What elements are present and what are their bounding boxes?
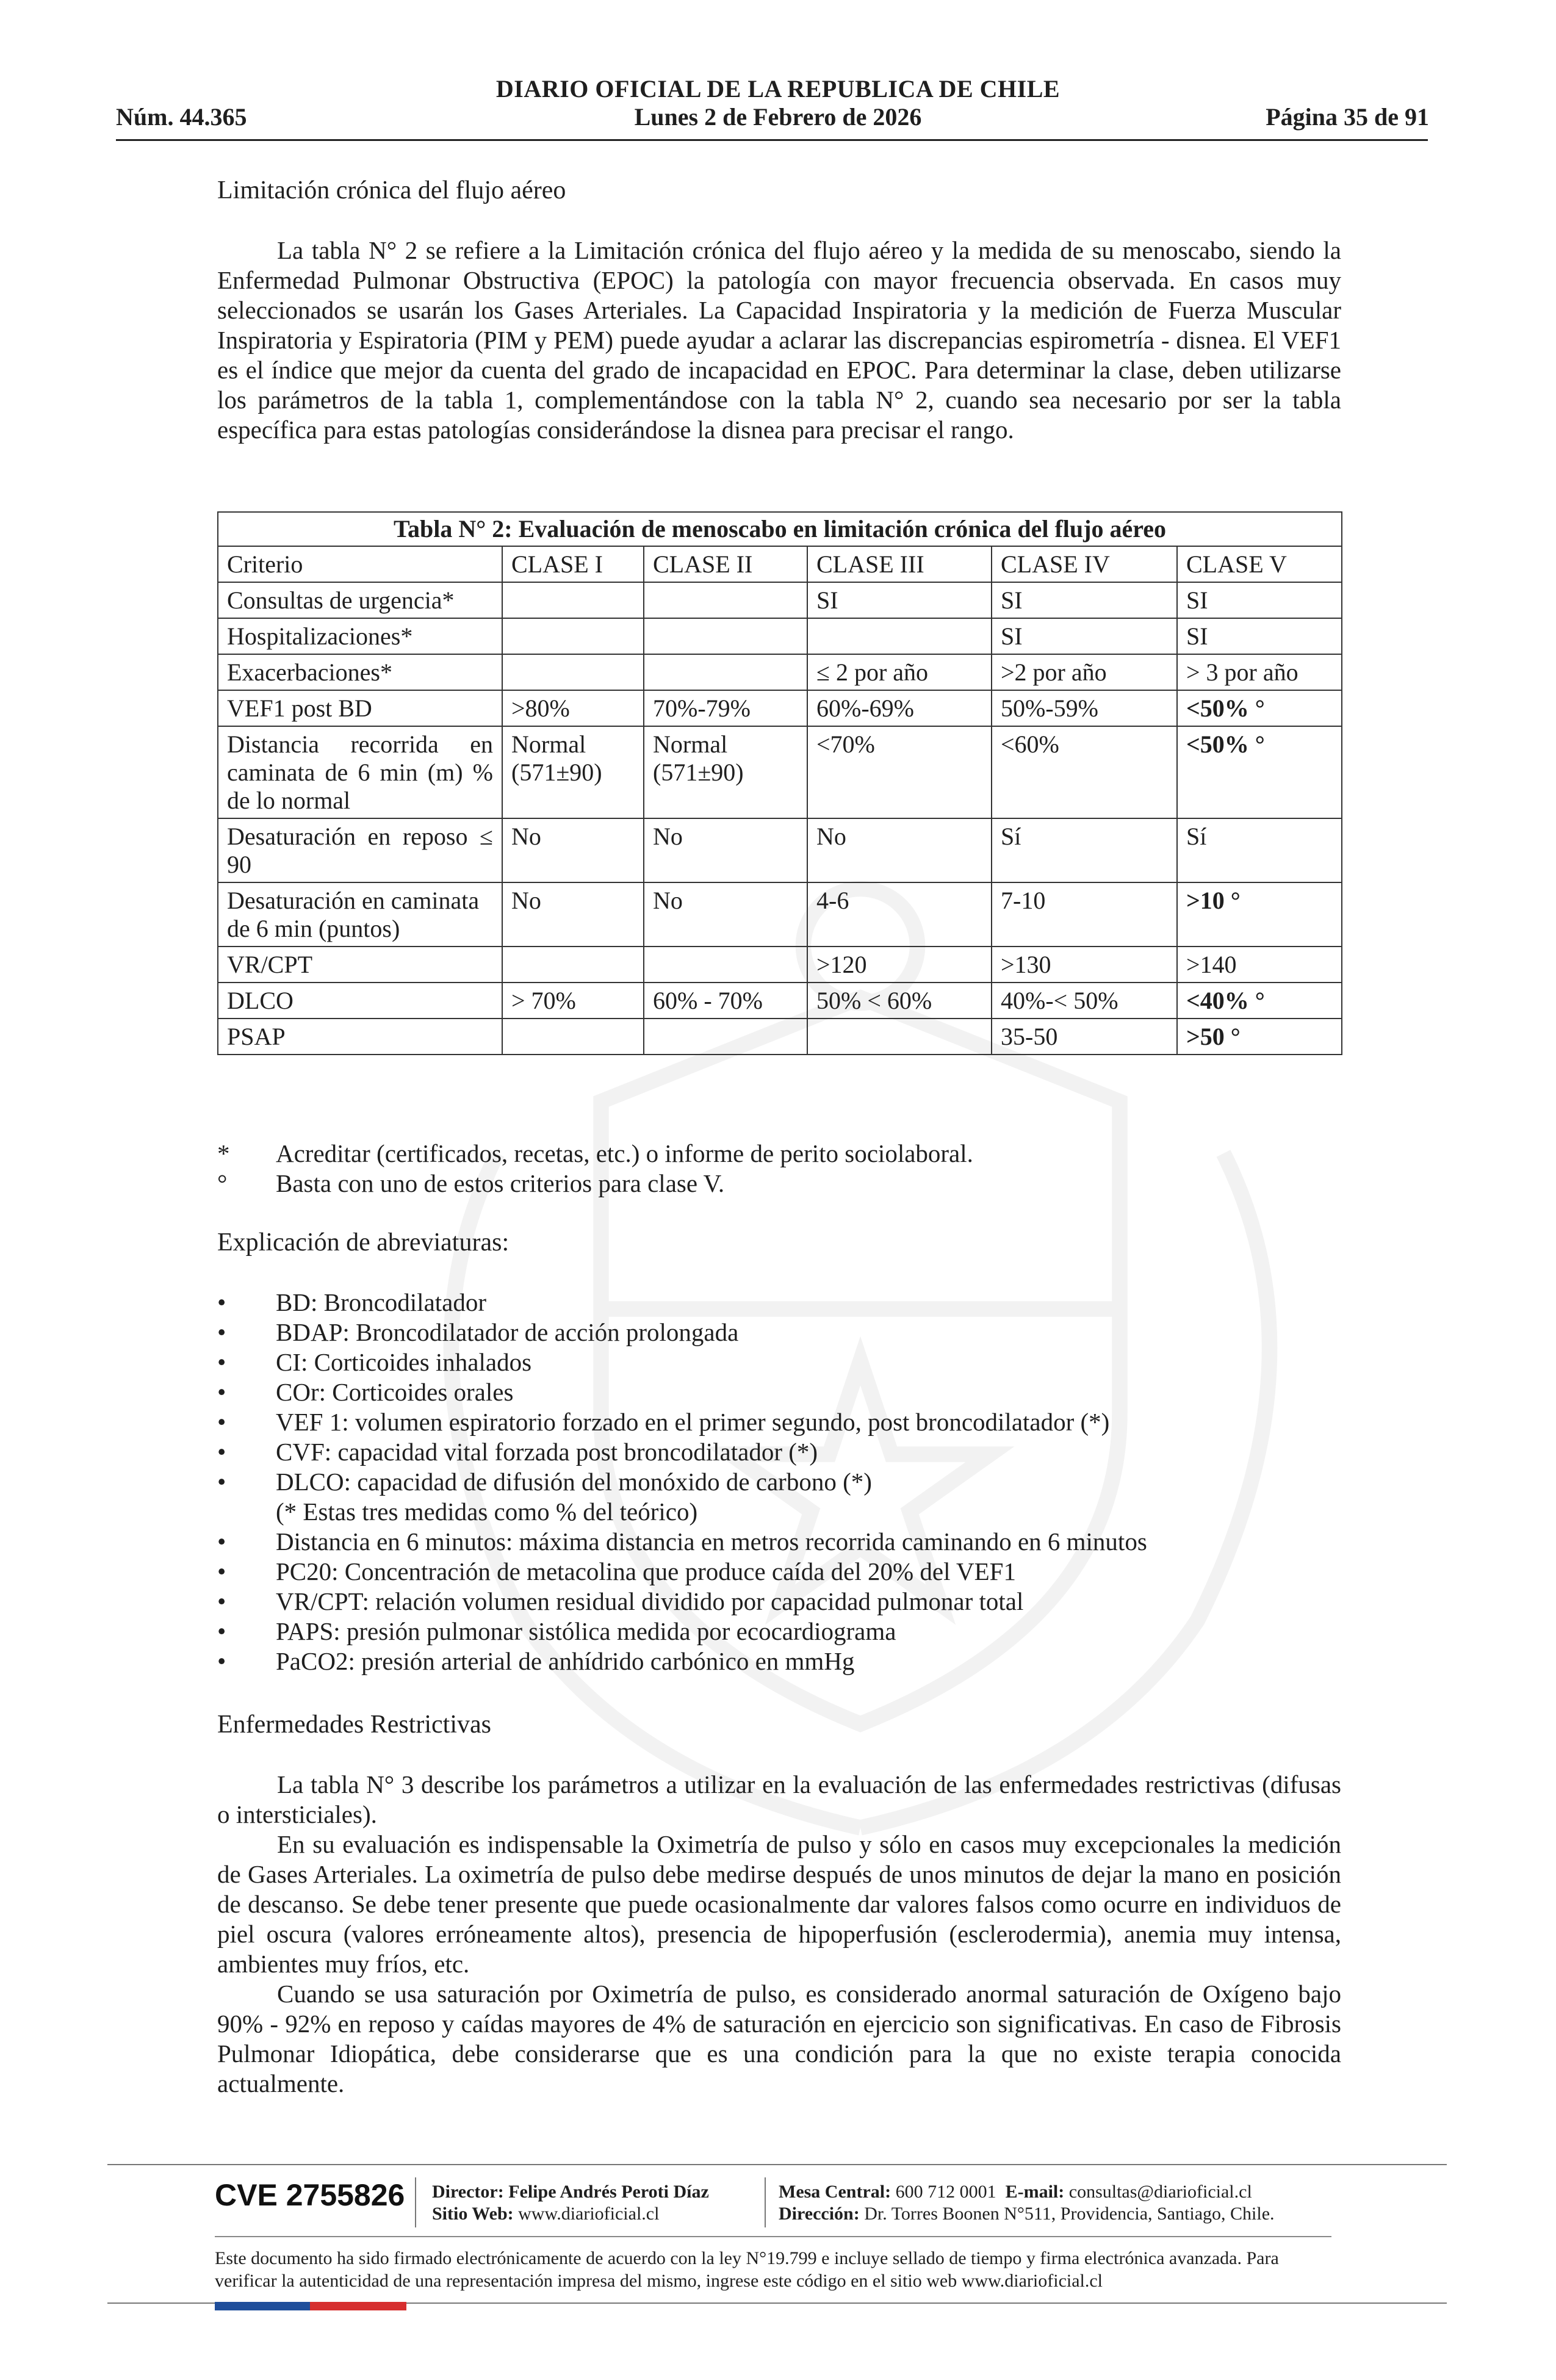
row-label: Desaturación en reposo ≤ 90 xyxy=(218,818,502,882)
site-link[interactable]: www.diarioficial.cl xyxy=(518,2204,660,2224)
sub-note-text: (* Estas tres medidas como % del teórico) xyxy=(276,1498,698,1526)
footer-top-divider xyxy=(107,2164,1447,2165)
list-item xyxy=(217,1557,1341,1587)
table-row xyxy=(218,618,1342,654)
table-cell: Normal (571±90) xyxy=(502,726,644,818)
table-cell xyxy=(644,1019,807,1055)
menoscabo-table xyxy=(217,511,1342,1055)
table-cell: >130 xyxy=(992,947,1177,983)
footer-contact-block xyxy=(779,2181,1275,2225)
footer-separator xyxy=(415,2177,416,2227)
table-cell xyxy=(644,582,807,618)
footer-director-block xyxy=(432,2181,709,2225)
table-cell: <40% ° xyxy=(1177,983,1342,1019)
bullet-icon: • xyxy=(217,1438,226,1466)
table-row xyxy=(218,1019,1342,1055)
footer-separator xyxy=(765,2177,766,2227)
bullet-icon: • xyxy=(217,1468,226,1496)
intro-paragraph-block xyxy=(217,236,1341,445)
table-cell: >140 xyxy=(1177,947,1342,983)
list-item xyxy=(217,1407,1341,1437)
header-clase-i: CLASE I xyxy=(502,546,644,582)
table-cell: 35-50 xyxy=(992,1019,1177,1055)
table-row xyxy=(218,654,1342,690)
address-text: Dr. Torres Boonen N°511, Providencia, Santiago, Chile. xyxy=(864,2204,1275,2224)
table-header-row xyxy=(218,546,1342,582)
table-cell: No xyxy=(502,818,644,882)
section-heading-restrictive: Enfermedades Restrictivas xyxy=(217,1711,491,1739)
table-cell: Sí xyxy=(992,818,1177,882)
table-cell: No xyxy=(644,818,807,882)
list-item xyxy=(217,1437,1341,1467)
legal-notice: Este documento ha sido firmado electrónicamente de acuerdo con la ley N°19.799 e incluye sellado de tiempo y firma electrónica avanzada. Para verificar la autenticidad de una representación impresa del mismo, ingrese este código en el sitio web www.diarioficial.cl xyxy=(215,2248,1279,2291)
restrictive-paragraph: La tabla N° 3 describe los parámetros a utilizar en la evaluación de las enfermedades restrictivas (difusas o intersticiales). xyxy=(217,1770,1341,1828)
table-cell: 60% - 70% xyxy=(644,983,807,1019)
table-row xyxy=(218,882,1342,947)
director-label: Director: xyxy=(432,2182,504,2202)
list-item-text: VR/CPT: relación volumen residual dividido por capacidad pulmonar total xyxy=(276,1587,1024,1615)
row-label: Distancia recorrida en caminata de 6 min (m) % de lo normal xyxy=(218,726,502,818)
restrictive-paragraph: En su evaluación es indispensable la Oximetría de pulso y sólo en casos muy excepcionales la medición de Gases Arteriales. La oximetría de pulso debe medirse después de unos minutos de dejar la mano en posición de descanso. Se debe tener presente que puede ocasionalmente dar valores falsos como ocurre en individuos de piel oscura (valores erróneamente altos), presencia de hipoperfusión (esclerodermia), anemia muy intensa, ambientes muy fríos, etc. xyxy=(217,1830,1341,1978)
list-item-text: VEF 1: volumen espiratorio forzado en el primer segundo, post broncodilatador (*) xyxy=(276,1408,1110,1436)
table-cell: Sí xyxy=(1177,818,1342,882)
header-clase-iv: CLASE IV xyxy=(992,546,1177,582)
issue-number: Núm. 44.365 xyxy=(116,103,247,131)
table-cell: > 3 por año xyxy=(1177,654,1342,690)
row-label: Hospitalizaciones* xyxy=(218,618,502,654)
list-item xyxy=(217,1318,1341,1347)
table-cell xyxy=(644,947,807,983)
table-cell xyxy=(807,618,992,654)
table-cell: >80% xyxy=(502,690,644,726)
list-item xyxy=(217,1587,1341,1617)
row-label: VR/CPT xyxy=(218,947,502,983)
table-cell xyxy=(644,618,807,654)
table-row xyxy=(218,690,1342,726)
table-cell: No xyxy=(644,882,807,947)
site-label: Sitio Web: xyxy=(432,2204,514,2224)
director-name: Felipe Andrés Peroti Díaz xyxy=(508,2182,709,2202)
restrictive-paragraph: Cuando se usa saturación por Oximetría de pulso, es considerado anormal saturación de Oxígeno bajo 90% - 92% en reposo y caídas mayores de 4% de saturación en ejercicio son significativas. En caso de Fibrosis Pulmonar Idiopática, debe considerarse que es una condición para la que no existe terapia conocida actualmente. xyxy=(217,1980,1341,2097)
table-cell: <70% xyxy=(807,726,992,818)
list-item xyxy=(217,1646,1341,1676)
table-cell: >10 ° xyxy=(1177,882,1342,947)
table-caption-row xyxy=(218,512,1342,546)
table-row xyxy=(218,947,1342,983)
list-item-text: PC20: Concentración de metacolina que produce caída del 20% del VEF1 xyxy=(276,1557,1016,1585)
email-label: E-mail: xyxy=(1005,2182,1065,2202)
bullet-icon: • xyxy=(217,1348,226,1376)
table-cell: 60%-69% xyxy=(807,690,992,726)
list-item-text: CI: Corticoides inhalados xyxy=(276,1348,532,1376)
list-item-text: BD: Broncodilatador xyxy=(276,1288,487,1316)
table-cell: <50% ° xyxy=(1177,690,1342,726)
table-cell: >120 xyxy=(807,947,992,983)
table-cell: 40%-< 50% xyxy=(992,983,1177,1019)
mesa-label: Mesa Central: xyxy=(779,2182,891,2202)
abbreviations-list xyxy=(217,1288,1341,1676)
table-cell: <50% ° xyxy=(1177,726,1342,818)
bullet-icon: • xyxy=(217,1617,226,1645)
table-cell: 7-10 xyxy=(992,882,1177,947)
table-cell: No xyxy=(502,882,644,947)
note-item xyxy=(217,1139,1341,1169)
table-cell: SI xyxy=(992,582,1177,618)
list-item xyxy=(217,1347,1341,1377)
cve-code: CVE 2755826 xyxy=(215,2178,405,2212)
list-item-text: BDAP: Broncodilatador de acción prolongada xyxy=(276,1318,739,1346)
restrictive-paragraphs xyxy=(217,1770,1341,2099)
table-cell: ≤ 2 por año xyxy=(807,654,992,690)
flag-stripe-red xyxy=(310,2302,406,2310)
issue-date: Lunes 2 de Febrero de 2026 xyxy=(634,103,922,131)
table-cell: <60% xyxy=(992,726,1177,818)
list-item xyxy=(217,1467,1341,1497)
table-cell xyxy=(502,947,644,983)
mesa-phone: 600 712 0001 xyxy=(895,2182,996,2202)
row-label: Consultas de urgencia* xyxy=(218,582,502,618)
bullet-icon: • xyxy=(217,1647,226,1675)
table-cell: SI xyxy=(1177,582,1342,618)
table-cell: SI xyxy=(807,582,992,618)
table-cell: SI xyxy=(992,618,1177,654)
list-item-text: Distancia en 6 minutos: máxima distancia en metros recorrida caminando en 6 minutos xyxy=(276,1527,1147,1556)
bullet-icon: • xyxy=(217,1408,226,1436)
list-item-text: PAPS: presión pulmonar sistólica medida por ecocardiograma xyxy=(276,1617,896,1645)
bullet-icon: • xyxy=(217,1288,226,1316)
table-row xyxy=(218,726,1342,818)
list-item-text: PaCO2: presión arterial de anhídrido carbónico en mmHg xyxy=(276,1647,855,1675)
table-cell xyxy=(502,618,644,654)
note-item xyxy=(217,1169,1341,1199)
abbreviations-heading: Explicación de abreviaturas: xyxy=(217,1228,510,1257)
table-cell: 50%-59% xyxy=(992,690,1177,726)
address-label: Dirección: xyxy=(779,2204,860,2224)
table-row xyxy=(218,818,1342,882)
email-link[interactable]: consultas@diarioficial.cl xyxy=(1068,2182,1252,2202)
header-clase-ii: CLASE II xyxy=(644,546,807,582)
table-cell xyxy=(502,1019,644,1055)
note-symbol: * xyxy=(217,1139,230,1167)
table-cell: Normal (571±90) xyxy=(644,726,807,818)
table-cell: No xyxy=(807,818,992,882)
table-cell xyxy=(644,654,807,690)
table-cell xyxy=(502,654,644,690)
table-cell: 4-6 xyxy=(807,882,992,947)
list-item-text: DLCO: capacidad de difusión del monóxido de carbono (*) xyxy=(276,1468,872,1496)
row-label: Exacerbaciones* xyxy=(218,654,502,690)
row-label: Desaturación en caminata de 6 min (puntos) xyxy=(218,882,502,947)
newspaper-title: DIARIO OFICIAL DE LA REPUBLICA DE CHILE xyxy=(495,75,1061,103)
bullet-icon: • xyxy=(217,1527,226,1556)
intro-paragraph: La tabla N° 2 se refiere a la Limitación crónica del flujo aéreo y la medida de su menoscabo, siendo la Enfermedad Pulmonar Obstructiva (EPOC) la patología con mayor frecuencia observada. En casos muy seleccionados se usarán los Gases Arteriales. La Capacidad Inspiratoria y la medición de Fuerza Muscular Inspiratoria y Espiratoria (PIM y PEM) puede ayudar a aclarar las discrepancias espirometría - disnea. El VEF1 es el índice que mejor da cuenta del grado de incapacidad en EPOC. Para determinar la clase, deben utilizarse los parámetros de la tabla 1, complementándose con la tabla N° 2, cuando sea necesario por ser la tabla específica para estas patologías considerándose la disnea para precisar el rango. xyxy=(217,236,1341,444)
table-row xyxy=(218,983,1342,1019)
note-symbol: ° xyxy=(217,1169,228,1197)
list-item-text: COr: Corticoides orales xyxy=(276,1378,514,1406)
page-number: Página 35 de 91 xyxy=(1266,103,1429,131)
header-criterio: Criterio xyxy=(218,546,502,582)
note-text: Basta con uno de estos criterios para clase V. xyxy=(276,1169,725,1197)
row-label: DLCO xyxy=(218,983,502,1019)
table-cell: >50 ° xyxy=(1177,1019,1342,1055)
bullet-icon: • xyxy=(217,1318,226,1346)
header-clase-v: CLASE V xyxy=(1177,546,1342,582)
section-heading-chronic-airflow: Limitación crónica del flujo aéreo xyxy=(217,176,566,204)
table-cell: >2 por año xyxy=(992,654,1177,690)
table-cell: 50% < 60% xyxy=(807,983,992,1019)
flag-stripe-blue xyxy=(215,2302,310,2310)
table-cell xyxy=(807,1019,992,1055)
list-item xyxy=(217,1288,1341,1318)
list-item xyxy=(217,1377,1341,1407)
table-row xyxy=(218,582,1342,618)
table-cell: SI xyxy=(1177,618,1342,654)
list-item-text: CVF: capacidad vital forzada post broncodilatador (*) xyxy=(276,1438,818,1466)
table-cell: > 70% xyxy=(502,983,644,1019)
row-label: VEF1 post BD xyxy=(218,690,502,726)
list-item xyxy=(217,1527,1341,1557)
table-container xyxy=(217,511,1341,1055)
list-item xyxy=(217,1617,1341,1646)
header-clase-iii: CLASE III xyxy=(807,546,992,582)
row-label: PSAP xyxy=(218,1019,502,1055)
table-cell: 70%-79% xyxy=(644,690,807,726)
table-notes xyxy=(217,1139,1341,1199)
bullet-icon: • xyxy=(217,1587,226,1615)
list-sub-note xyxy=(217,1497,1341,1527)
header-divider xyxy=(116,139,1428,141)
bullet-icon: • xyxy=(217,1557,226,1585)
table-caption: Tabla N° 2: Evaluación de menoscabo en limitación crónica del flujo aéreo xyxy=(218,512,1342,546)
table-cell xyxy=(502,582,644,618)
bullet-icon: • xyxy=(217,1378,226,1406)
note-text: Acreditar (certificados, recetas, etc.) o informe de perito sociolaboral. xyxy=(276,1139,973,1167)
footer-divider xyxy=(215,2236,1331,2237)
